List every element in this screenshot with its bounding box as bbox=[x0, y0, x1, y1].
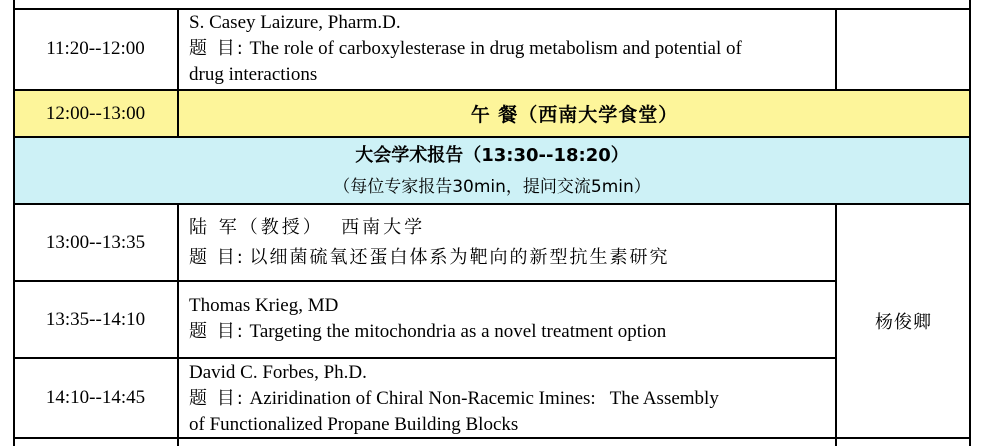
talk-topic bbox=[189, 319, 836, 345]
grid-line bbox=[13, 357, 836, 359]
session-content bbox=[178, 358, 836, 438]
table-row bbox=[13, 204, 971, 281]
table-row bbox=[13, 358, 971, 438]
grid-line bbox=[835, 8, 837, 90]
speaker-name: Thomas Krieg, MD bbox=[189, 295, 339, 316]
talk-topic-continued: drug interactions bbox=[189, 64, 318, 85]
plenary-subtitle bbox=[13, 174, 971, 199]
topic-label: 题 目: bbox=[189, 247, 245, 268]
schedule-table bbox=[13, 0, 971, 446]
grid-line bbox=[177, 8, 179, 136]
grid-line bbox=[177, 203, 179, 446]
session-content bbox=[178, 204, 836, 281]
session-time: 13:35--14:10 bbox=[45, 308, 146, 330]
topic-text: The role of carboxylesterase in drug metabolism and potential of bbox=[249, 38, 742, 59]
grid-line bbox=[13, 437, 971, 439]
lunch-title: 午 餐（西南大学食堂） bbox=[470, 104, 679, 126]
speaker-name: David C. Forbes, Ph.D. bbox=[189, 362, 367, 383]
plenary-title bbox=[13, 144, 971, 168]
session-time: 14:10--14:45 bbox=[45, 387, 146, 408]
grid-line bbox=[13, 203, 971, 205]
table-row bbox=[13, 281, 971, 358]
lunch-row bbox=[13, 90, 971, 137]
topic-text: Targeting the mitochondria as a novel treatment option bbox=[249, 321, 667, 342]
grid-line bbox=[13, 136, 971, 138]
session-content bbox=[178, 281, 836, 358]
speaker-name: S. Casey Laizure, Pharm.D. bbox=[189, 12, 401, 33]
talk-topic bbox=[189, 36, 836, 62]
talk-topic bbox=[189, 386, 836, 412]
grid-line bbox=[13, 0, 15, 446]
chair-name: 杨俊卿 bbox=[875, 312, 932, 333]
topic-label: 题 目: bbox=[189, 38, 245, 59]
grid-line bbox=[13, 89, 971, 91]
grid-line bbox=[969, 0, 971, 446]
plenary-subtitle-text: （每位专家报告30min，提问交流5min） bbox=[333, 177, 651, 197]
session-time: 11:20--12:00 bbox=[46, 38, 145, 59]
session-time: 13:00--13:35 bbox=[45, 231, 146, 253]
session-content bbox=[178, 8, 836, 90]
plenary-header-row bbox=[13, 137, 971, 204]
topic-text: Aziridination of Chiral Non-Racemic Imines: The Assembly bbox=[249, 388, 719, 409]
speaker-name: 陆 军（教授） 西南大学 bbox=[189, 217, 426, 238]
grid-line bbox=[835, 203, 837, 446]
grid-line bbox=[13, 8, 971, 10]
chair-cell bbox=[836, 8, 971, 90]
talk-topic bbox=[189, 243, 836, 273]
plenary-title-text: 大会学术报告（13:30--18:20） bbox=[355, 145, 629, 166]
topic-label: 题 目: bbox=[189, 321, 245, 342]
grid-line bbox=[13, 280, 836, 282]
talk-topic-continued: of Functionalized Propane Building Blocks bbox=[189, 414, 519, 435]
topic-text: 以细菌硫氧还蛋白体系为靶向的新型抗生素研究 bbox=[249, 247, 670, 268]
table-row bbox=[13, 8, 971, 90]
session-time: 12:00--13:00 bbox=[45, 102, 146, 124]
topic-label: 题 目: bbox=[189, 388, 245, 409]
